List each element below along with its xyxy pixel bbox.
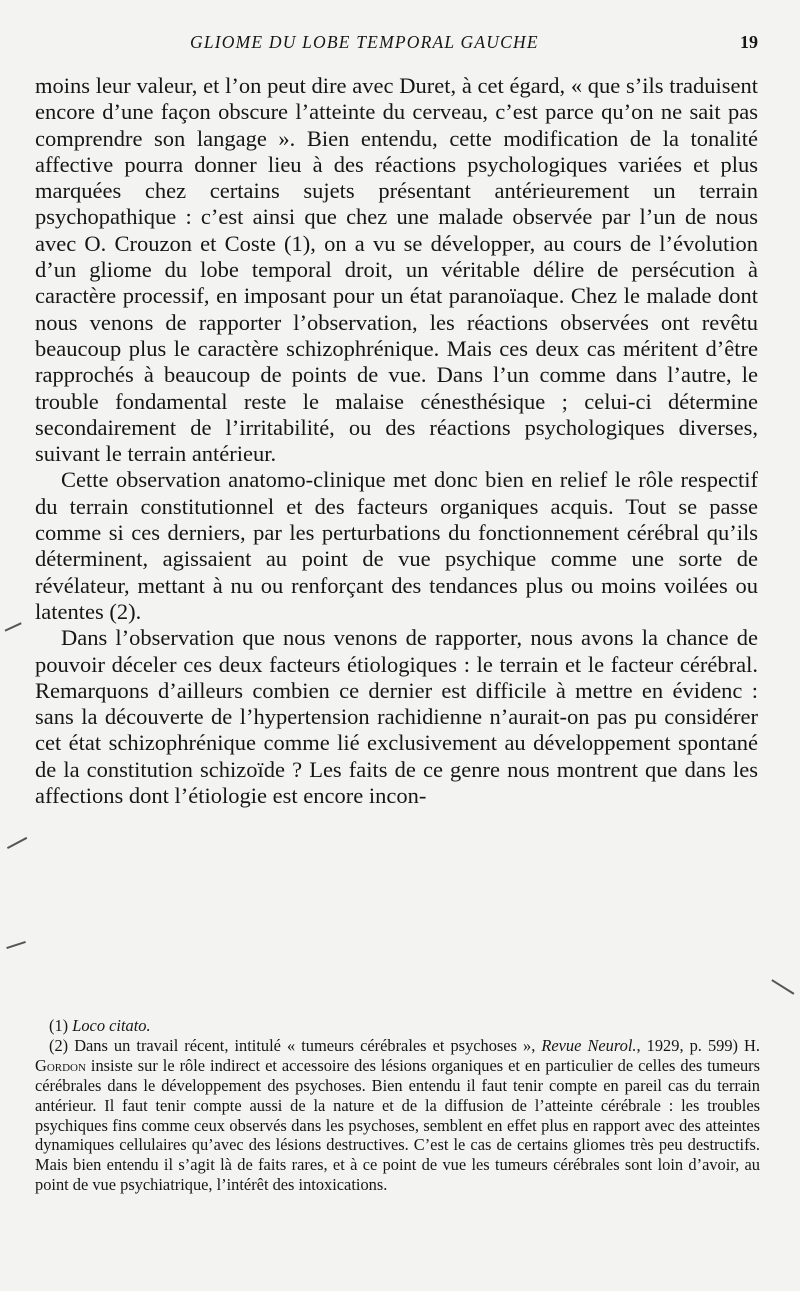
paragraph-continued: moins leur valeur, et l’on peut dire avec Duret, à cet égard, « que s’ils traduisent encore d’une façon obscure l’atteinte du cerveau, c’est parce qu’on ne sait pas comprendre son langage ». Bien entendu, cette modification de la tonalité affective pourra donner lieu à des réactions psychologiques variées et plus marquées chez certains sujets présentant antérieurement un terrain psychopathique : c’est ainsi que chez une malade observée par l’un de nous avec O. Crouzon et Coste (1), on a vu se développer, au cours de l’évolution d’un gliome du lobe temporal droit, un véritable délire de persécution à caractère processif, en imposant pour un état paranoïaque. Chez le malade dont nous venons de rapporter l’observation, les réactions observées ont revêtu beaucoup plus le caractère schizophrénique. Mais ces deux cas méritent d’être rapprochés à beaucoup de points de vue. Dans l’un comme dans l’autre, le trouble fondamental reste le malaise cénesthésique ; celui-ci détermine secondairement de l’irritabilité, ou des réactions psychologiques diverses, suivant le terrain antérieur. bbox=[35, 73, 758, 467]
footnote-text-body: insiste sur le rôle indirect et accessoire des lésions organiques et en particulier de celles des tumeurs cérébrales dans le développement des psychoses. Bien entendu il faut tenir compte en pareil cas du terrain antérieur. Il faut tenir compte aussi de la nature et de la diffusion de l’atteinte cérébrale : les troubles psychiques fins comme ceux observés dans les psychoses, semblent en effet plus en rapport avec des atteintes dynamiques cellulaires qu’avec des lésions destructives. C’est le cas de certains gliomes très peu destructifs. Mais bien entendu il s’agit là de faits rares, et à ce point de vue les tumeurs cérébrales sont loin d’avoir, au point de vue psychiatrique, l’intérêt des intoxications. bbox=[35, 1055, 760, 1195]
footnote-text: Loco citato. bbox=[72, 1016, 151, 1035]
footnote-marker: (2) bbox=[49, 1035, 69, 1055]
footnote-marker: (1) bbox=[49, 1016, 69, 1035]
author-name: Gordon bbox=[35, 1055, 86, 1075]
running-title: GLIOME DU LOBE TEMPORAL GAUCHE bbox=[190, 32, 539, 52]
journal-title: Revue Neurol. bbox=[541, 1035, 637, 1055]
footnote-2 bbox=[35, 1036, 760, 1195]
footnote-1 bbox=[35, 1016, 760, 1036]
margin-pencil-mark bbox=[6, 941, 25, 949]
margin-pencil-mark bbox=[5, 622, 22, 631]
footnotes bbox=[35, 1016, 760, 1195]
body-text bbox=[35, 73, 758, 809]
paragraph-observation: Cette observation anatomo-clinique met donc bien en relief le rôle respectif du terrain constitutionnel et des facteurs organiques acquis. Tout se passe comme si ces derniers, par les perturbations du fonctionnement cérébral qu’ils déterminent, agissaient au point de vue psychique comme une sorte de révélateur, mettant à nu ou renforçant des tendances plus ou moins voilées ou latentes (2). bbox=[35, 467, 758, 624]
margin-pencil-mark bbox=[7, 837, 27, 849]
running-head bbox=[0, 32, 800, 56]
page-number: 19 bbox=[740, 32, 758, 52]
footnote-text-intro: Dans un travail récent, intitulé « tumeurs cérébrales et psychoses », bbox=[74, 1035, 542, 1055]
paragraph-etiology: Dans l’observation que nous venons de rapporter, nous avons la chance de pouvoir déceler ces deux facteurs étiologiques : le terrain et le facteur cérébral. Remarquons d’ailleurs combien ce dernier est difficile à mettre en évidenc : sans la découverte de l’hypertension rachidienne n’aurait-on pas pu considérer cet état schizophrénique comme lié exclusivement au développement spontané de la constitution schizoïde ? Les faits de ce genre nous montrent que dans les affections dont l’étiologie est encore incon- bbox=[35, 625, 758, 809]
citation-tail: , 1929, p. 599) H. bbox=[636, 1035, 760, 1055]
margin-pencil-mark bbox=[772, 979, 795, 994]
